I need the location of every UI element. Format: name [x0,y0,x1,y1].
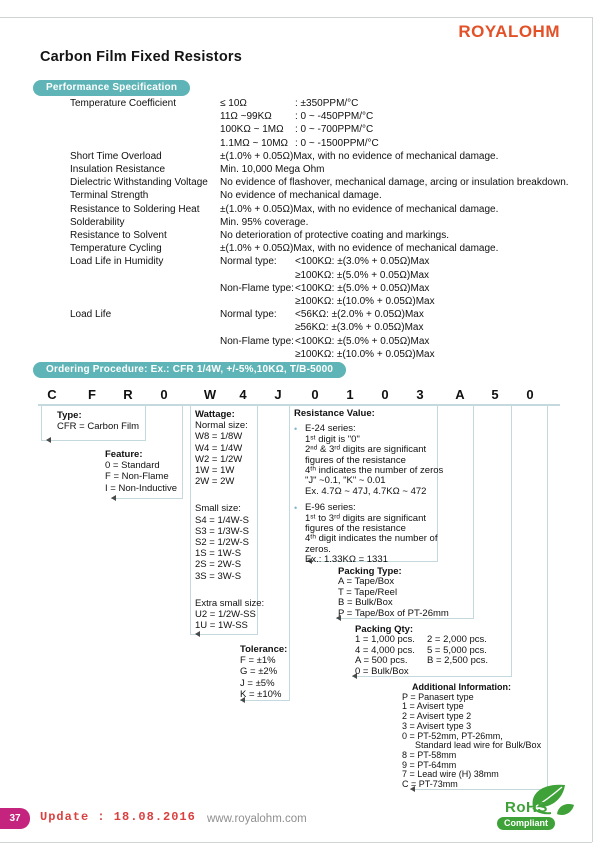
box-line: figures of the resistance [305,523,406,535]
box-line: 1 = Avisert type [402,701,464,712]
spec-line [220,229,580,242]
spec-value: No evidence of flashover, mechanical damage, arcing or insulation breakdown. [220,177,569,189]
feature-box [105,449,177,494]
spec-value: : ±350PPM/°C [295,98,359,109]
box-line: S4 = 1/4W-S [195,514,249,526]
code-char-2: F [88,387,96,402]
wattage-box-title: Wattage: [195,409,235,420]
additional-information-box [402,683,541,790]
pair-left: 4 = 4,000 pcs. [355,644,415,656]
connector-vline [289,406,290,701]
spec-row [70,216,580,229]
spec-row [70,97,580,150]
spec-value: <100KΩ: ±(5.0% + 0.05Ω)Max [295,335,430,347]
spec-row [70,229,580,242]
box-line: W2 = 1/2W [195,453,243,465]
spec-values [220,308,580,361]
box-group-heading: E-96 series: [305,502,356,514]
spec-label: Insulation Resistance [70,164,166,176]
box-line: zeros. [305,543,331,555]
spec-value: No deterioration of protective coating and markings. [220,230,450,242]
spec-line [220,269,580,282]
connector-hline [240,700,289,701]
spec-value: ≥56KΩ: ±(3.0% + 0.05Ω)Max [295,322,424,334]
pair-left: 1 = 1,000 pcs. [355,634,415,646]
pair-left: A = 500 pcs. [355,655,408,667]
arrow-left-icon [46,437,51,443]
ordering-procedure-header: Ordering Procedure: Ex.: CFR 1/4W, +/-5%,10KΩ, T/B-5000 [33,362,346,378]
spec-row [70,242,580,255]
pair-left: 0 = Bulk/Box [355,665,409,677]
spec-values [220,150,580,163]
spec-row [70,255,580,308]
box-line: S3 = 1/3W-S [195,525,249,537]
spec-sublabel [220,295,295,308]
spec-values [220,97,580,150]
box-line: K = ±10% [240,688,282,700]
connector-hline [190,634,257,635]
box-line: "J" ~0.1, "K" ~ 0.01 [305,475,386,487]
box-group-heading: Small size: [195,503,241,515]
box-line: 1S = 1W-S [195,548,242,560]
box-group [195,503,264,581]
page-border-right [592,17,593,842]
arrow-left-icon [111,495,116,501]
resistance-value-box [294,409,443,566]
spec-label: Temperature Cycling [70,243,162,255]
code-char-1: C [47,387,57,402]
packing-type-box-title: Packing Type: [338,566,402,577]
page-title: Carbon Film Fixed Resistors [40,49,242,65]
connector-vline [145,406,146,441]
wattage-box [195,409,264,631]
spec-value: <100KΩ: ±(5.0% + 0.05Ω)Max [295,282,430,294]
spec-line [220,203,580,216]
spec-value: ≥100KΩ: ±(5.0% + 0.05Ω)Max [295,269,430,281]
spec-sublabel: Normal type: [220,256,277,268]
box-line: T = Tape/Reel [338,586,398,598]
spec-line [220,110,580,123]
website-url: www.royalohm.com [207,813,307,825]
spec-sublabel [220,321,295,334]
box-line: Ex.: 1.33KΩ = 1331 [305,554,388,566]
spec-line [220,150,580,163]
rohs-label: RoHS [505,799,548,816]
code-char-14: 0 [526,387,534,402]
feature-box-title: Feature: [105,449,143,460]
connector-vline [182,406,183,499]
code-char-8: 0 [311,387,319,402]
spec-line [220,242,580,255]
code-char-9: 1 [346,387,354,402]
spec-sublabel [220,269,295,282]
spec-sublabel: Non-Flame type: [220,335,294,347]
box-line: I = Non-Inductive [105,482,178,494]
pair-right: 5 = 5,000 pcs. [427,644,487,656]
additional-box-title: Additional Information: [412,682,511,692]
code-char-11: 3 [416,387,424,402]
code-char-7: J [274,387,282,402]
code-char-3: R [123,387,133,402]
spec-label: Short Time Overload [70,150,162,162]
box-line: 4ᵗʰ digit indicates the number of [305,533,438,545]
box-line: 0 = PT-52mm, PT-26mm, [402,730,503,741]
box-line: 4ᵗʰ indicates the number of zeros [305,465,444,477]
spec-line [220,295,580,308]
box-line: figures of the resistance [305,454,406,466]
box-line: C = PT-73mm [402,779,458,790]
spec-row [70,203,580,216]
box-line: 9 = PT-64mm [402,759,457,770]
spec-label: Load Life in Humidity [70,256,164,268]
packing-type-box [338,567,449,619]
resistance-box-title: Resistance Value: [294,408,375,419]
pair-right: 2 = 2,000 pcs. [427,634,487,646]
spec-value: ±(1.0% + 0.05Ω)Max, with no evidence of mechanical damage. [220,203,499,215]
spec-value: : 0 ~ -450PPM/°C [295,111,374,123]
code-char-5: W [203,387,217,402]
type-box-title: Type: [57,410,82,421]
spec-line [220,189,580,202]
spec-row [70,163,580,176]
box-line: G = ±2% [240,666,278,678]
box-line: 2W = 2W [195,476,235,488]
spec-values [220,242,580,255]
box-group-heading: Normal size: [195,420,248,432]
box-line: W8 = 1/8W [195,431,243,443]
connector-hline [111,498,182,499]
spec-values [220,203,580,216]
diagram-rule [38,404,560,406]
box-line: 8 = PT-58mm [402,749,457,760]
spec-label: Dielectric Withstanding Voltage [70,177,208,189]
spec-values [220,255,580,308]
spec-values [220,216,580,229]
spec-value: Min. 10,000 Mega Ohm [220,164,325,176]
update-date: Update : 18.08.2016 [40,810,196,824]
connector-hline [41,440,145,441]
box-line: 7 = Lead wire (H) 38mm [402,769,499,780]
box-line: CFR = Carbon Film [57,421,140,433]
performance-spec-table [70,97,580,361]
spec-line [220,123,580,136]
packing-qty-box [355,625,488,677]
spec-value: ≥100KΩ: ±(10.0% + 0.05Ω)Max [295,296,435,308]
connector-vline [511,406,512,677]
box-line: J = ±5% [240,677,275,689]
connector-vline [547,406,548,790]
box-line: B = Bulk/Box [338,597,393,609]
spec-value: : 0 ~ -700PPM/°C [295,124,374,136]
performance-specification-header: Performance Specification [33,80,190,96]
spec-label: Resistance to Soldering Heat [70,203,200,215]
code-char-13: 5 [491,387,499,402]
box-line: U2 = 1/2W-SS [195,609,256,621]
spec-label: Solderability [70,216,125,228]
spec-sublabel: Non-Flame type: [220,282,294,294]
box-group [195,598,264,632]
code-char-6: 4 [239,387,247,402]
spec-values [220,189,580,202]
spec-value: : 0 ~ -1500PPM/°C [295,137,379,149]
box-line: 3 = Avisert type 3 [402,720,472,731]
spec-label: Load Life [70,309,112,321]
box-line: 2 = Avisert type 2 [402,711,472,722]
connector-vline [473,406,474,619]
spec-sublabel [220,348,295,361]
spec-line [220,321,580,334]
arrow-left-icon [195,631,200,637]
box-line: 1W = 1W [195,465,235,477]
tolerance-box [240,644,287,700]
box-line: S2 = 1/2W-S [195,537,249,549]
box-line: 3S = 3W-S [195,570,242,582]
connector-vline [41,406,42,441]
spec-value: Min. 95% coverage. [220,216,309,228]
spec-value: <56KΩ: ±(2.0% + 0.05Ω)Max [295,309,424,321]
rohs-compliant-logo [497,787,577,845]
spec-sublabel: 100KΩ ~ 1MΩ [220,124,284,136]
spec-line [220,163,580,176]
code-char-10: 0 [381,387,389,402]
box-line: F = Non-Flame [105,471,169,483]
rohs-compliant-label: Compliant [497,817,555,830]
box-group-heading: Extra small size: [195,597,265,609]
pair-right: B = 2,500 pcs. [427,655,488,667]
spec-value: <100KΩ: ±(3.0% + 0.05Ω)Max [295,256,430,268]
box-line: 2S = 2W-S [195,559,242,571]
bullet-icon: • [294,503,298,514]
box-line: 1ˢᵗ digit is "0" [305,433,360,445]
spec-row [70,176,580,189]
code-char-4: 0 [160,387,168,402]
spec-line [220,255,580,268]
spec-sublabel: ≤ 10Ω [220,98,247,109]
spec-line [220,97,580,110]
box-line: W4 = 1/4W [195,442,243,454]
spec-line [220,335,580,348]
spec-row [70,150,580,163]
spec-label: Terminal Strength [70,190,149,202]
spec-sublabel: Normal type: [220,309,277,321]
box-line: 1ˢᵗ to 3ʳᵈ digits are significant [305,512,427,524]
spec-value: ≥100KΩ: ±(10.0% + 0.05Ω)Max [295,348,435,360]
spec-values [220,176,580,189]
spec-label: Temperature Coefficient [70,98,176,109]
tolerance-box-title: Tolerance: [240,644,288,655]
spec-row [70,308,580,361]
spec-value: ±(1.0% + 0.05Ω)Max, with no evidence of mechanical damage. [220,243,499,255]
spec-sublabel: 1.1MΩ ~ 10MΩ [220,137,289,149]
box-group [294,424,443,497]
box-line: Standard lead wire for Bulk/Box [415,740,542,751]
spec-value: ±(1.0% + 0.05Ω)Max, with no evidence of mechanical damage. [220,150,499,162]
box-group [195,420,264,487]
box-line [355,667,488,677]
spec-line [220,176,580,189]
spec-line [220,282,580,295]
connector-vline [190,406,191,635]
box-line: P = Tape/Box of PT-26mm [338,607,449,619]
page-border-top [0,17,592,18]
box-line: P = Panasert type [402,691,474,702]
box-group-heading: E-24 series: [305,423,356,435]
spec-values [220,163,580,176]
box-group [294,503,443,565]
box-line: 1U = 1W-SS [195,620,248,632]
type-box [57,410,139,432]
box-line: A = Tape/Box [338,576,395,588]
company-logo: ROYALOHM [458,22,560,41]
page-number-badge: 37 [0,808,30,829]
spec-line [220,137,580,150]
code-char-12: A [455,387,465,402]
box-line: 2ⁿᵈ & 3ʳᵈ digits are significant [305,444,427,456]
box-line: Ex. 4.7Ω ~ 47J, 4.7KΩ ~ 472 [305,485,427,497]
spec-value: No evidence of mechanical damage. [220,190,382,202]
spec-line [220,216,580,229]
spec-row [70,189,580,202]
spec-values [220,229,580,242]
packing-qty-box-title: Packing Qty: [355,624,414,635]
spec-sublabel: 11Ω ~99KΩ [220,111,272,123]
box-line: 0 = Standard [105,460,160,472]
spec-line [220,348,580,361]
spec-line [220,308,580,321]
bullet-icon: • [294,424,298,435]
spec-label: Resistance to Solvent [70,230,167,242]
box-line: F = ±1% [240,655,276,667]
